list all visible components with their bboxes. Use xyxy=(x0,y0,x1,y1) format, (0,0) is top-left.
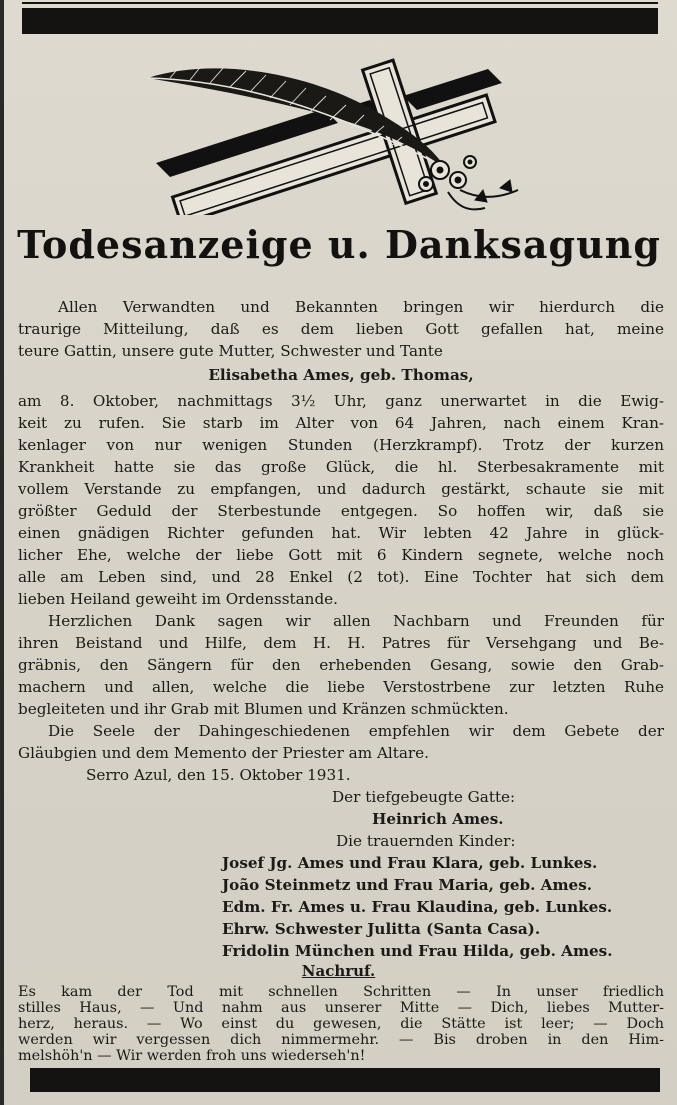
thanks-line: Herzlichen Dank sagen wir allen Nachbarn und Freunden für xyxy=(48,612,664,630)
soul-line: Gläubgien und dem Memento der Priester am Altare. xyxy=(18,744,429,762)
intro-line: traurige Mitteilung, daß es dem lieben Gott gefallen hat, meine xyxy=(18,320,664,338)
place-date: Serro Azul, den 15. Oktober 1931. xyxy=(86,766,351,784)
soul-line: Die Seele der Dahingeschiedenen empfehlen wir dem Gebete der xyxy=(48,722,664,740)
body-line: Krankheit hatte sie das große Glück, die hl. Sterbesakramente mit xyxy=(18,458,664,476)
body-line: am 8. Oktober, nachmittags 3½ Uhr, ganz unerwartet in die Ewig- xyxy=(18,392,664,410)
page-edge xyxy=(0,0,4,1105)
body-line: kenlager von nur wenigen Stunden (Herzkrampf). Trotz der kurzen xyxy=(18,436,664,454)
body-line: lieben Heiland geweiht im Ordensstande. xyxy=(18,590,338,608)
spouse-name: Heinrich Ames. xyxy=(372,810,504,828)
child-entry: Edm. Fr. Ames u. Frau Klaudina, geb. Lunkes. xyxy=(222,898,613,916)
child-entry: Josef Jg. Ames und Frau Klara, geb. Lunkes. xyxy=(222,854,598,872)
body-line: einen gnädigen Richter gefunden hat. Wir lebten 42 Jahre in glück- xyxy=(18,524,664,542)
body-line: keit zu rufen. Sie starb im Alter von 64 Jahren, nach einem Kran- xyxy=(18,414,664,432)
thanks-line: begleiteten und ihr Grab mit Blumen und Kränzen schmückten. xyxy=(18,700,509,718)
child-entry: Fridolin München und Frau Hilda, geb. Ames. xyxy=(222,942,613,960)
bottom-black-rule xyxy=(30,1068,660,1092)
intro-line: Allen Verwandten und Bekannten bringen wir hierdurch die xyxy=(58,298,664,316)
top-thin-rule xyxy=(22,2,658,4)
body-line: licher Ehe, welche der liebe Gott mit 6 Kindern segnete, welche noch xyxy=(18,546,664,564)
nachruf-title: Nachruf. xyxy=(301,962,376,980)
child-entry: Ehrw. Schwester Julitta (Santa Casa). xyxy=(222,920,541,938)
thanks-line: machern und allen, welche die liebe Verstostrbene zur letzten Ruhe xyxy=(18,678,664,696)
nachruf-line: werden wir vergessen dich nimmermehr. — Bis droben in den Him- xyxy=(18,1032,664,1048)
body-line: größter Geduld der Sterbestunde entgegen. So hoffen wir, daß sie xyxy=(18,502,664,520)
nachruf-line: herz, heraus. — Wo einst du gewesen, die Stätte ist leer; — Doch xyxy=(18,1016,664,1032)
nachruf-line: stilles Haus, — Und nahm aus unserer Mitte — Dich, liebes Mutter- xyxy=(18,1000,664,1016)
top-black-rule xyxy=(22,8,658,34)
headline: Todesanzeige u. Danksagung xyxy=(17,222,661,267)
intro-line: teure Gattin, unsere gute Mutter, Schwester und Tante xyxy=(18,342,443,360)
cross-palm-icon xyxy=(140,50,540,215)
children-label: Die trauernden Kinder: xyxy=(336,832,516,850)
nachruf-line-last: melshöh'n — Wir werden froh uns wiederseh'n! xyxy=(18,1048,366,1064)
nachruf-line: Es kam der Tod mit schnellen Schritten — In unser friedlich xyxy=(18,984,664,1000)
thanks-line: ihren Beistand und Hilfe, dem H. H. Patres für Versehgang und Be- xyxy=(18,634,664,652)
body-line: alle am Leben sind, und 28 Enkel (2 tot). Eine Tochter hat sich dem xyxy=(18,568,664,586)
child-entry: João Steinmetz und Frau Maria, geb. Ames. xyxy=(222,876,593,894)
deceased-name: Elisabetha Ames, geb. Thomas, xyxy=(208,366,474,384)
body-line: vollem Verstande zu empfangen, und dadurch gestärkt, schaute sie mit xyxy=(18,480,664,498)
thanks-line: gräbnis, den Sängern für den erhebenden Gesang, sowie den Grab- xyxy=(18,656,664,674)
spouse-label: Der tiefgebeugte Gatte: xyxy=(332,788,516,806)
